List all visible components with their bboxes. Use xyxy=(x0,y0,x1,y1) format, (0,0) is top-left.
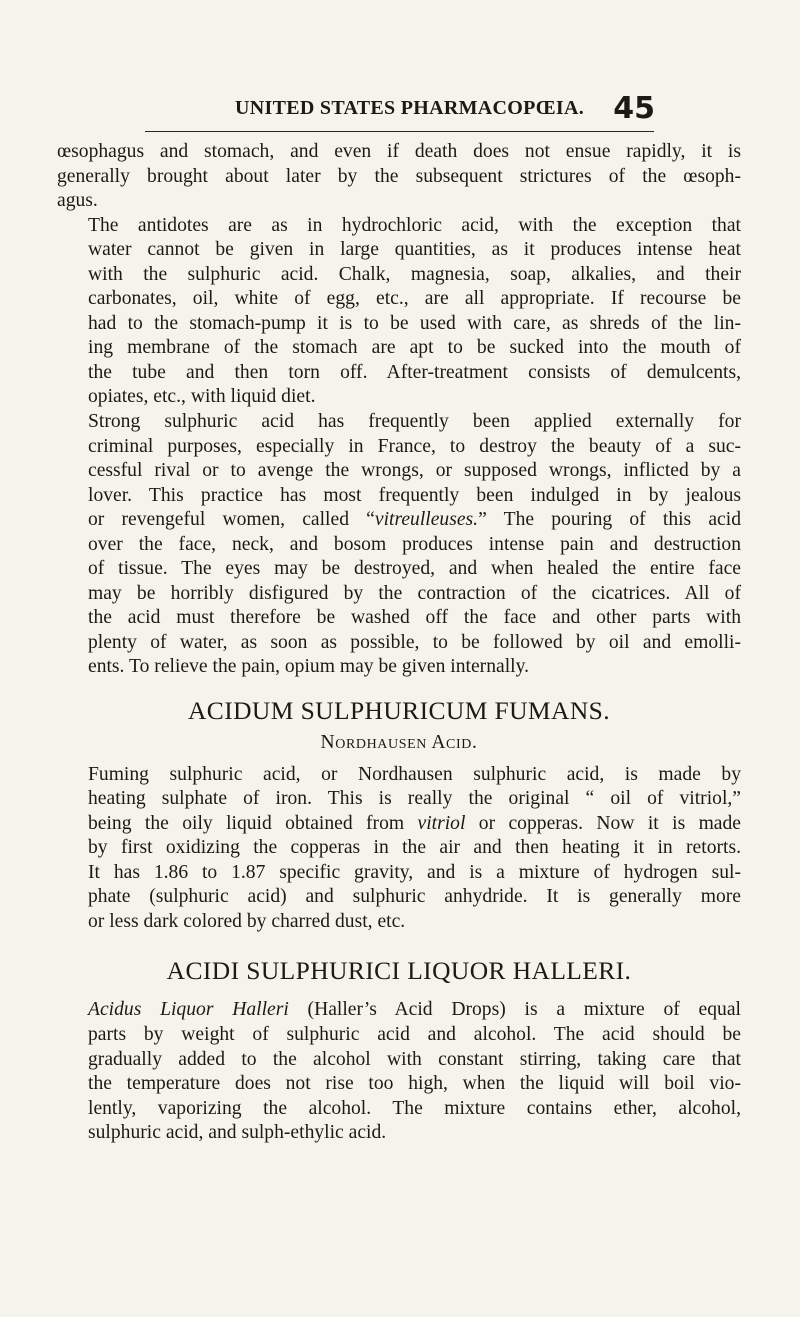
text-line: It has 1.86 to 1.87 specific gravity, and is a mixture of hydrogen sul- xyxy=(88,861,741,883)
text-line: had to the stomach-pump it is to be used with care, as shreds of the lin- xyxy=(88,312,741,334)
text-line: œsophagus and stomach, and even if death does not ensue rapidly, it is xyxy=(57,141,741,162)
page-number: 45 xyxy=(613,91,655,126)
text-line: water cannot be given in large quantities, as it produces intense heat xyxy=(88,239,741,261)
page-header xyxy=(143,91,655,127)
text-line xyxy=(57,998,741,1023)
paragraph-hallers-drops xyxy=(57,998,741,1145)
header-rule xyxy=(145,131,654,132)
text-line: lover. This practice has most frequently been indulged in by jealous xyxy=(88,484,741,506)
text-run: ” The pouring of this acid xyxy=(478,509,741,531)
text-line: Strong sulphuric acid has frequently been applied externally for xyxy=(88,411,741,433)
text-line: The antidotes are as in hydrochloric acid, with the exception that xyxy=(88,214,741,236)
text-line: lently, vaporizing the alcohol. The mixture contains ether, alcohol, xyxy=(88,1097,741,1119)
paragraph-antidotes xyxy=(57,214,741,410)
text-line: cessful rival or to avenge the wrongs, or supposed wrongs, inflicted by a xyxy=(88,460,741,482)
italic-term: vitreulleuses. xyxy=(374,509,479,531)
paragraph-continuation xyxy=(57,140,741,214)
text-line: or less dark colored by charred dust, etc. xyxy=(88,910,406,932)
text-line: generally brought about later by the subsequent strictures of the œsoph- xyxy=(57,165,741,187)
text-line: carbonates, oil, white of egg, etc., are all appropriate. If recourse be xyxy=(88,288,741,310)
italic-term: vitriol xyxy=(417,812,466,834)
italic-term: Acidus Liquor Halleri xyxy=(88,999,289,1021)
text-line: sulphuric acid, and sulph-ethylic acid. xyxy=(88,1122,387,1144)
text-line: heating sulphate of iron. This is really the original “ oil of vitriol,” xyxy=(88,788,741,810)
paragraph-external-use xyxy=(57,410,741,680)
text-line: with the sulphuric acid. Chalk, magnesia, soap, alkalies, and their xyxy=(88,263,741,285)
text-line: by first oxidizing the copperas in the air and then heating it in retorts. xyxy=(88,837,741,859)
text-line: ents. To relieve the pain, opium may be given internally. xyxy=(88,656,530,678)
text-line: may be horribly disfigured by the contraction of the cicatrices. All of xyxy=(88,582,741,604)
text-line: criminal purposes, especially in France, to destroy the beauty of a suc- xyxy=(88,435,741,457)
page-body xyxy=(57,140,741,1146)
text-line: the acid must therefore be washed off the face and other parts with xyxy=(88,607,741,629)
text-run: being the oily liquid obtained from xyxy=(88,812,418,834)
section-heading-acidum-sulphuricum-fumans: ACIDUM SULPHURICUM FUMANS. xyxy=(187,696,610,726)
text-line: the temperature does not rise too high, when the liquid will boil vio- xyxy=(88,1073,741,1095)
text-line xyxy=(57,812,741,837)
text-line: plenty of water, as soon as possible, to be followed by oil and emolli- xyxy=(88,631,741,653)
text-line xyxy=(57,508,741,533)
text-line: Fuming sulphuric acid, or Nordhausen sulphuric acid, is made by xyxy=(88,763,741,785)
text-line: parts by weight of sulphuric acid and alcohol. The acid should be xyxy=(88,1023,741,1045)
text-run: or copperas. Now it is made xyxy=(465,812,741,834)
text-line: over the face, neck, and bosom produces intense pain and destruction xyxy=(88,533,741,555)
text-line: ing membrane of the stomach are apt to be sucked into the mouth of xyxy=(88,337,741,359)
text-run: (Haller’s Acid Drops) is a mixture of equal xyxy=(288,999,741,1021)
text-line: gradually added to the alcohol with constant stirring, taking care that xyxy=(88,1048,741,1070)
text-line: of tissue. The eyes may be destroyed, and when healed the entire face xyxy=(88,558,741,580)
text-run: or revengeful women, called “ xyxy=(88,509,375,531)
section-heading-acidi-sulphurici-liquor-halleri: ACIDI SULPHURICI LIQUOR HALLERI. xyxy=(166,956,632,986)
text-line: phate (sulphuric acid) and sulphuric anhydride. It is generally more xyxy=(88,886,741,908)
text-line: the tube and then torn off. After-treatment consists of demulcents, xyxy=(88,361,741,383)
paragraph-fuming-acid xyxy=(57,763,741,935)
section-subheading: Nordhausen Acid. xyxy=(320,732,478,754)
text-line: agus. xyxy=(57,190,98,212)
running-title: UNITED STATES PHARMACOPŒIA. xyxy=(235,97,585,119)
text-line: opiates, etc., with liquid diet. xyxy=(88,386,316,408)
